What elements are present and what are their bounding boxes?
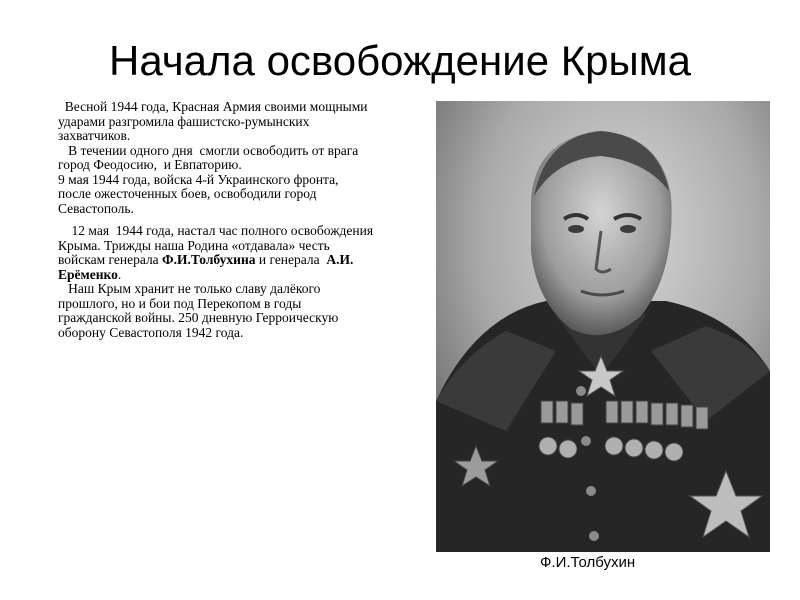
text-line <box>58 326 430 341</box>
bold-text: Ф.И.Толбухина <box>162 252 256 267</box>
text-line <box>58 311 430 326</box>
text-span: после ожесточенных боев, освободили город <box>58 186 317 201</box>
text-line <box>58 239 430 254</box>
text-span: 12 мая 1944 года, настал час полного освобождения <box>58 223 374 238</box>
bold-text: Ерёменко <box>58 266 118 282</box>
text-span: захватчиков. <box>58 128 131 143</box>
text-line <box>58 100 430 115</box>
body-text <box>58 100 430 340</box>
text-line <box>58 297 430 312</box>
text-line <box>58 187 430 202</box>
text-line <box>58 173 430 188</box>
bold-text: А.И. <box>326 252 354 267</box>
text-line <box>58 158 430 173</box>
slide-title: Начала освобождение Крыма <box>109 37 691 84</box>
portrait-caption: Ф.И.Толбухин <box>540 554 636 571</box>
paragraph <box>58 224 430 340</box>
text-span: В течении одного дня смогли освободить от врага <box>58 142 359 158</box>
text-span: и генерала <box>255 252 327 267</box>
text-line <box>58 224 430 239</box>
text-span: прошлого, но и бои под Перекопом в годы <box>58 295 302 311</box>
portrait-photo <box>436 101 770 552</box>
text-span: Севастополь. <box>58 200 134 216</box>
text-span: Наш Крым хранит не только славу далёкого <box>58 281 321 296</box>
text-line <box>58 115 430 130</box>
text-span: Весной 1944 года, Красная Армия своими мощными <box>58 99 368 114</box>
text-line <box>58 129 430 144</box>
text-span: 9 мая 1944 года, войска 4-й Украинского фронта, <box>58 171 339 187</box>
text-span: . <box>117 266 122 282</box>
text-line <box>58 144 430 159</box>
text-span: город Феодосию, и Евпаторию. <box>58 157 242 172</box>
text-span: Крыма. Трижды наша Родина «отдавала» честь <box>58 237 330 253</box>
text-span: оборону Севастополя 1942 года. <box>58 324 244 340</box>
text-span: гражданской войны. 250 дневную Герроическую <box>58 310 339 325</box>
paragraph <box>58 100 430 216</box>
text-line <box>58 268 430 283</box>
text-span: ударами разгромила фашистско-румынских <box>58 113 310 129</box>
text-line <box>58 202 430 217</box>
text-line <box>58 282 430 297</box>
text-span: войскам генерала <box>58 252 163 267</box>
text-line <box>58 253 430 268</box>
